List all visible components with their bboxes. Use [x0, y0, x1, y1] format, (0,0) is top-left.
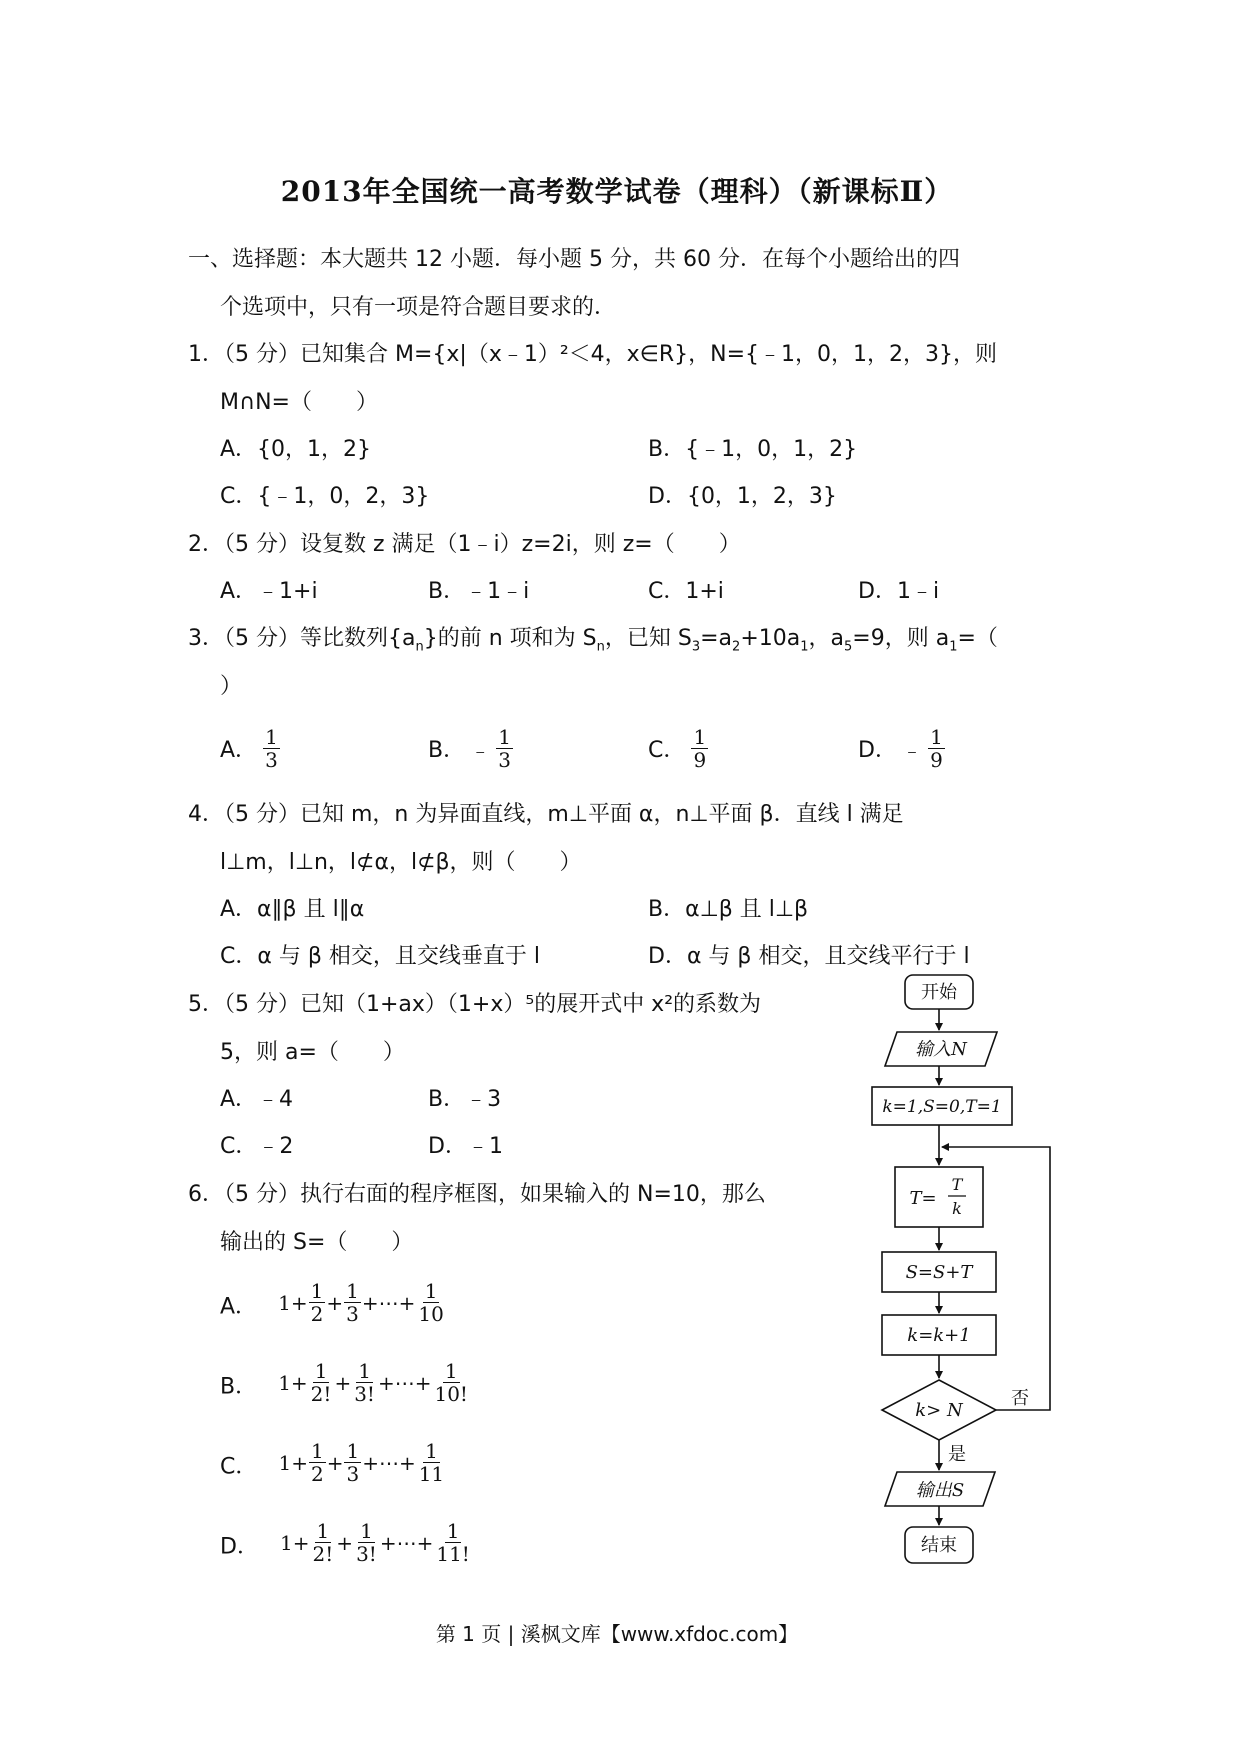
page-title: 2013年全国统一高考数学试卷（理科）（新课标Ⅱ）: [280, 175, 954, 208]
section-heading-line1: 一、选择题：本大题共 12 小题．每小题 5 分，共 60 分．在每个小题给出的四: [188, 247, 960, 272]
q1-option-c: C．{﹣1，0，2，3}: [220, 484, 430, 509]
q5-option-a: A．﹣4: [220, 1087, 294, 1112]
q3-option-c: C． $\frac{1}{9}$: [648, 725, 707, 772]
q3-option-b: B． ﹣ $\frac{1}{3}$: [428, 725, 512, 772]
q6-option-b: B． 1+ $\frac{1}{2!}$ + $\frac{1}{3!}$ +⋯+ $\frac{1}{10!}$: [220, 1359, 468, 1406]
flow-condition-label: k> N: [915, 1400, 963, 1421]
q6-stem-line2: 输出的 S=（ ）: [220, 1230, 414, 1255]
q2-option-c: C．1+i: [648, 579, 724, 604]
q6-option-a: A． 1+ $\frac{1}{2}$ + $\frac{1}{3}$ +⋯+ $\frac{1}{10}$: [220, 1279, 444, 1326]
q1-option-b: B．{﹣1，0，1，2}: [648, 437, 858, 462]
q3-option-a: A． $\frac{1}{3}$: [220, 725, 278, 772]
flow-step-t-den: k: [952, 1199, 962, 1218]
flow-no-label: 否: [1011, 1388, 1029, 1409]
q4-stem-line1: 4．（5 分）已知 m，n 为异面直线，m⊥平面 α，n⊥平面 β．直线 l 满足: [188, 802, 904, 827]
q5-option-b: B．﹣3: [428, 1087, 502, 1112]
q4-option-c: C．α 与 β 相交，且交线垂直于 l: [220, 944, 540, 969]
q2-option-a: A．﹣1+i: [220, 579, 318, 604]
flow-step-t-lhs: T=: [909, 1188, 937, 1209]
flow-input-label: 输入N: [915, 1039, 967, 1060]
q4-option-a: A．α∥β 且 l∥α: [220, 897, 365, 922]
q5-stem-line2: 5，则 a=（ ）: [220, 1040, 405, 1065]
page-footer: 第 1 页 | 溪枫文库【www.xfdoc.com】: [435, 1622, 799, 1646]
q2-stem: 2．（5 分）设复数 z 满足（1﹣i）z=2i，则 z=（ ）: [188, 532, 741, 557]
q2-option-b: B．﹣1﹣i: [428, 579, 530, 604]
flow-output-label: 输出S: [915, 1480, 965, 1501]
q4-option-d: D．α 与 β 相交，且交线平行于 l: [648, 944, 970, 969]
flow-init-label: k=1,S=0,T=1: [882, 1097, 1002, 1117]
flow-end-label: 结束: [921, 1535, 957, 1556]
flow-step-k-label: k=k+1: [907, 1325, 971, 1346]
q6-option-d: D． 1+ $\frac{1}{2!}$ + $\frac{1}{3!}$ +⋯+ $\frac{1}{11!}$: [220, 1519, 470, 1566]
q5-option-c: C．﹣2: [220, 1134, 294, 1159]
q1-stem-line2: M∩N=（ ）: [220, 390, 378, 415]
fraction: $\frac{1}{3}$: [265, 725, 278, 772]
flow-step-t-num: T: [951, 1175, 963, 1194]
q6-option-c: C． 1+ $\frac{1}{2}$ + $\frac{1}{3}$ +⋯+ $\frac{1}{11}$: [220, 1439, 445, 1486]
section-heading-line2: 个选项中，只有一项是符合题目要求的．: [220, 295, 617, 320]
q1-stem-line1: 1．（5 分）已知集合 M={x|（x﹣1）²＜4，x∈R}，N={﹣1，0，1，2，3}，则: [188, 342, 997, 367]
flow-step-t-box: [895, 1167, 983, 1227]
flow-start-label: 开始: [921, 982, 957, 1003]
q1-option-a: A．{0，1，2}: [220, 437, 372, 462]
q3-stem-line2: ）: [220, 674, 243, 699]
program-flowchart: [860, 970, 1070, 1570]
q5-stem-line1: 5．（5 分）已知（1+ax）（1+x）⁵的展开式中 x²的系数为: [188, 992, 762, 1017]
fraction: $\frac{1}{9}$: [930, 725, 943, 772]
q2-option-d: D．1﹣i: [858, 579, 940, 604]
q3-option-d: D． ﹣ $\frac{1}{9}$: [858, 725, 943, 772]
q3-stem-line1: 3．（5 分）等比数列$\{a_n\}$的前 n 项和为 $S_n$，已知 $S_3=a_2+10a_1$，$a_5=9$，则 $a_1=$（: [188, 626, 998, 655]
flow-step-s-label: S=S+T: [905, 1262, 973, 1283]
q6-stem-line1: 6．（5 分）执行右面的程序框图，如果输入的 N=10，那么: [188, 1182, 766, 1207]
q4-stem-line2: l⊥m，l⊥n，l⊄α，l⊄β，则（ ）: [220, 850, 582, 875]
q4-option-b: B．α⊥β 且 l⊥β: [648, 897, 809, 922]
flow-yes-label: 是: [948, 1444, 966, 1465]
fraction: $\frac{1}{9}$: [693, 725, 707, 772]
fraction: $\frac{1}{3}$: [498, 725, 512, 772]
q5-option-d: D．﹣1: [428, 1134, 503, 1159]
q1-option-d: D．{0，1，2，3}: [648, 484, 837, 509]
